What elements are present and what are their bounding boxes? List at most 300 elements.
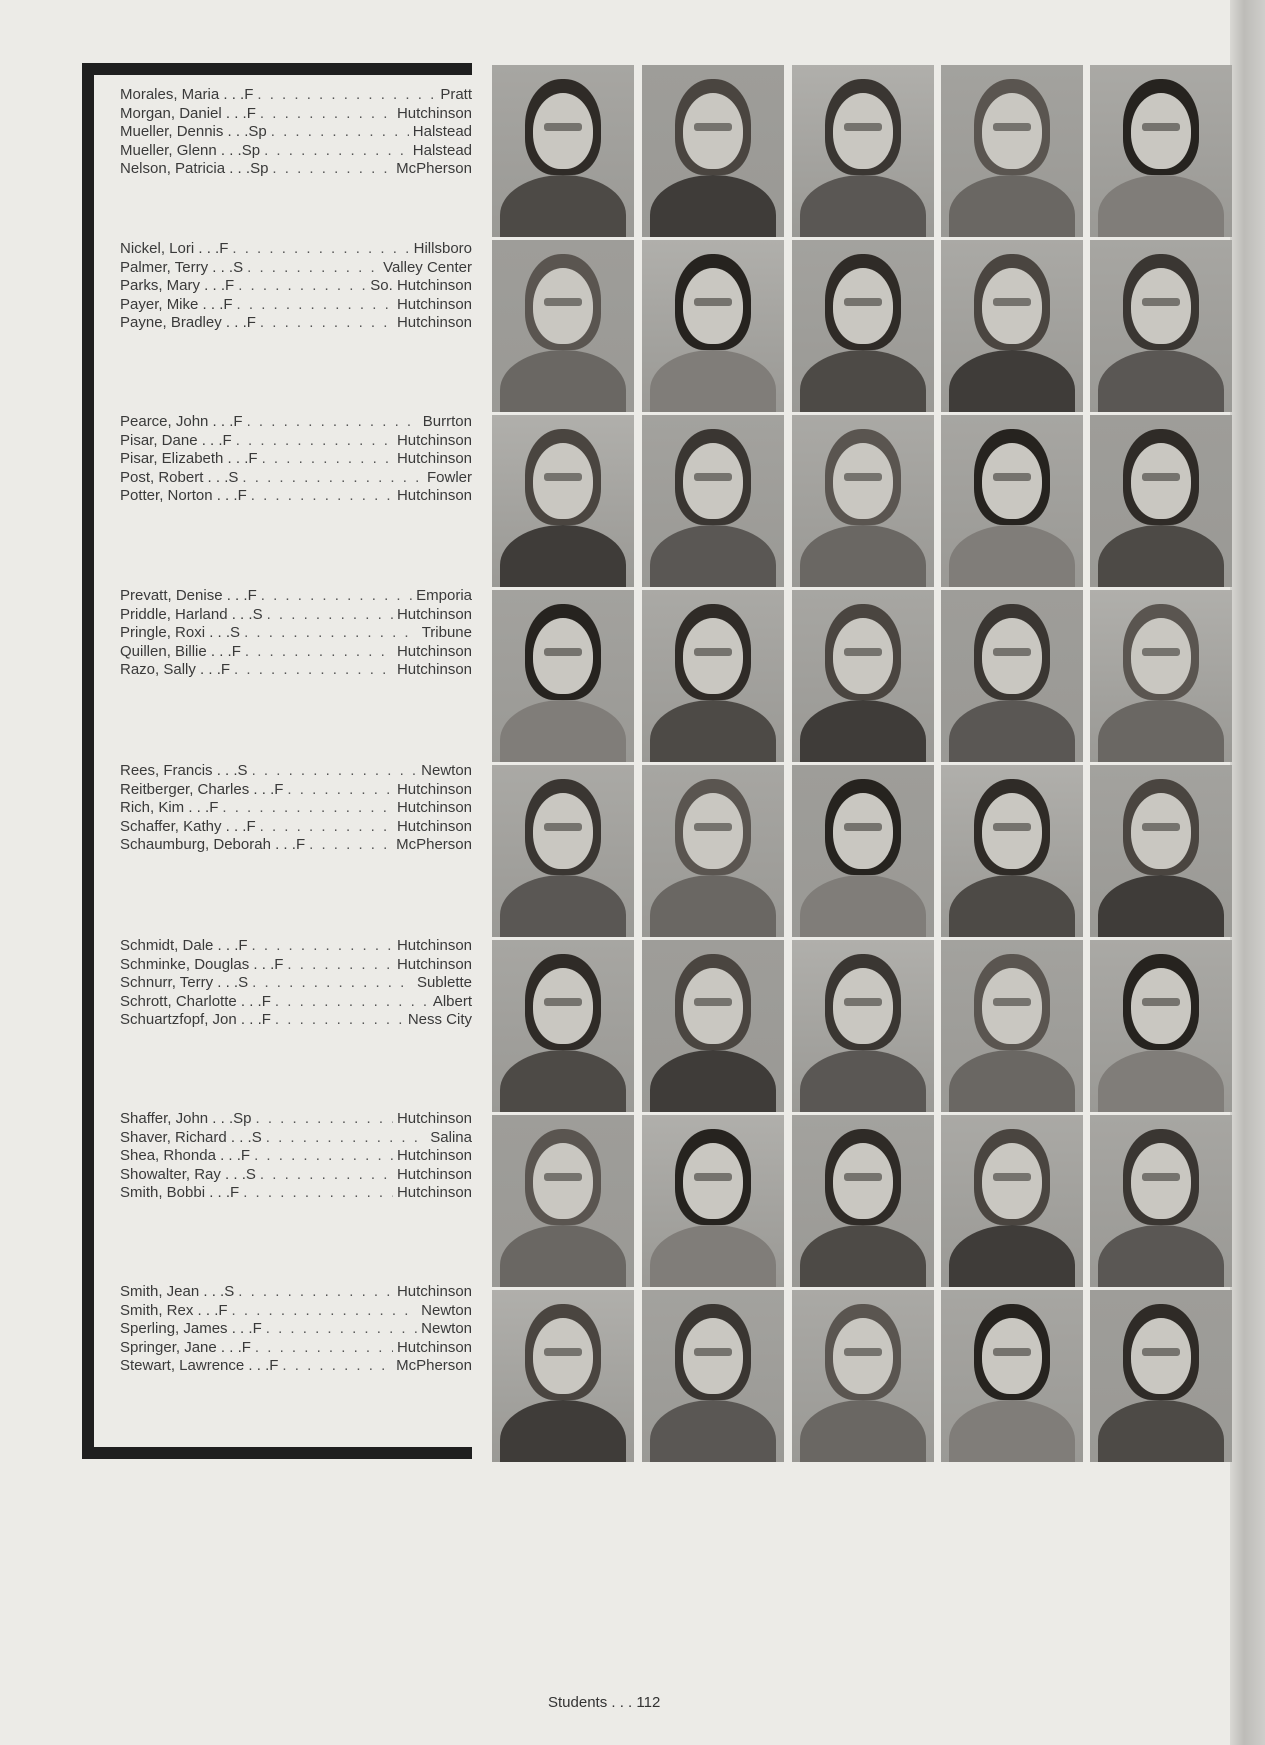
portrait-shoulders	[1098, 1225, 1224, 1287]
portrait-eyes	[844, 1348, 882, 1356]
leader-dots	[272, 160, 392, 179]
roster-group	[120, 240, 472, 333]
portrait-shoulders	[1098, 350, 1224, 412]
portrait-eyes	[844, 123, 882, 131]
student-portrait	[941, 65, 1083, 237]
student-entry	[120, 259, 472, 278]
portrait-face	[833, 1318, 893, 1394]
student-portrait	[941, 590, 1083, 762]
student-name: Smith, Jean . . .	[120, 1283, 225, 1300]
portrait-shoulders	[1098, 525, 1224, 587]
student-hometown: Tribune	[421, 624, 472, 641]
student-hometown: Salina	[430, 1128, 472, 1146]
roster-group	[120, 413, 472, 506]
portrait-eyes	[1142, 298, 1180, 306]
portrait-face	[683, 618, 743, 694]
student-entry	[120, 123, 472, 142]
student-hometown: Fowler	[426, 468, 472, 486]
portrait-eyes	[1142, 1173, 1180, 1181]
portrait-face	[982, 793, 1042, 869]
leader-dots	[243, 1184, 393, 1203]
student-entry	[120, 314, 472, 333]
student-portrait	[492, 240, 634, 412]
student-portrait	[1090, 1115, 1232, 1287]
portrait-eyes	[844, 1173, 882, 1181]
student-hometown: Hutchinson	[396, 431, 472, 449]
student-name: Nelson, Patricia . . .	[120, 160, 251, 177]
portrait-eyes	[844, 648, 882, 656]
student-entry	[120, 956, 472, 975]
student-class: S	[230, 624, 241, 641]
leader-dots	[256, 1110, 393, 1129]
student-name: Potter, Norton . . .	[120, 487, 238, 504]
portrait-shoulders	[800, 525, 926, 587]
student-entry	[120, 142, 472, 161]
leader-dots	[252, 974, 413, 993]
portrait-shoulders	[500, 350, 626, 412]
portrait-shoulders	[949, 350, 1075, 412]
student-hometown: Hutchinson	[396, 937, 472, 954]
portrait-shoulders	[650, 175, 776, 237]
portrait-shoulders	[800, 175, 926, 237]
student-name: Mueller, Dennis . . .	[120, 123, 249, 140]
student-name: Smith, Bobbi . . .	[120, 1184, 231, 1201]
student-name: Pisar, Dane . . .	[120, 431, 223, 449]
portrait-shoulders	[1098, 1050, 1224, 1112]
student-portrait	[1090, 1290, 1232, 1462]
student-hometown: Hutchinson	[396, 314, 472, 331]
student-entry	[120, 432, 472, 451]
leader-dots	[255, 1339, 393, 1358]
student-portrait	[642, 765, 784, 937]
portrait-face	[982, 443, 1042, 519]
portrait-face	[982, 618, 1042, 694]
portrait-shoulders	[500, 175, 626, 237]
student-class: S	[238, 974, 249, 991]
student-class: F	[247, 587, 257, 604]
portrait-eyes	[844, 823, 882, 831]
leader-dots	[266, 1129, 427, 1148]
portrait-face	[683, 268, 743, 344]
student-portrait	[642, 940, 784, 1112]
student-name: Priddle, Harland . . .	[120, 605, 253, 623]
student-entry	[120, 1110, 472, 1129]
student-portrait	[642, 240, 784, 412]
portrait-shoulders	[800, 1225, 926, 1287]
portrait-shoulders	[650, 1400, 776, 1462]
portrait-shoulders	[650, 700, 776, 762]
portrait-eyes	[694, 648, 732, 656]
student-portrait	[792, 65, 934, 237]
portrait-face	[833, 968, 893, 1044]
portrait-face	[982, 93, 1042, 169]
student-class: S	[237, 762, 248, 779]
portrait-face	[833, 793, 893, 869]
leader-dots	[275, 1011, 404, 1030]
student-portrait	[792, 240, 934, 412]
leader-dots	[245, 643, 393, 662]
student-hometown: Hutchinson	[396, 1110, 472, 1127]
student-hometown: Hutchinson	[396, 780, 472, 798]
leader-dots	[287, 781, 393, 800]
student-entry	[120, 1184, 472, 1203]
portrait-face	[833, 268, 893, 344]
portrait-face	[1131, 443, 1191, 519]
student-portrait	[941, 765, 1083, 937]
leader-dots	[247, 259, 379, 278]
portrait-eyes	[694, 998, 732, 1006]
page-edge	[1230, 0, 1265, 1745]
student-name: Schminke, Douglas . . .	[120, 955, 275, 973]
portrait-shoulders	[650, 525, 776, 587]
student-portrait	[642, 415, 784, 587]
student-name: Rees, Francis . . .	[120, 762, 238, 779]
student-portrait	[941, 940, 1083, 1112]
leader-dots	[232, 240, 409, 259]
leader-dots	[234, 661, 393, 680]
student-hometown: Halstead	[412, 123, 472, 140]
portrait-eyes	[1142, 823, 1180, 831]
portrait-face	[533, 1143, 593, 1219]
student-class: F	[261, 992, 271, 1010]
student-entry	[120, 624, 472, 643]
portrait-eyes	[544, 1348, 582, 1356]
leader-dots	[238, 1283, 393, 1302]
student-class: F	[241, 1338, 251, 1356]
leader-dots	[260, 1166, 393, 1185]
student-class: F	[238, 937, 248, 954]
leader-dots	[236, 432, 393, 451]
portrait-eyes	[993, 823, 1031, 831]
portrait-shoulders	[1098, 1400, 1224, 1462]
student-entry	[120, 606, 472, 625]
leader-dots	[232, 1302, 418, 1321]
leader-dots	[271, 123, 409, 142]
portrait-face	[1131, 618, 1191, 694]
student-portrait	[642, 1115, 784, 1287]
portrait-shoulders	[500, 700, 626, 762]
student-entry	[120, 661, 472, 680]
student-portrait	[792, 415, 934, 587]
portrait-shoulders	[949, 1400, 1075, 1462]
portrait-face	[833, 618, 893, 694]
portrait-shoulders	[500, 1050, 626, 1112]
student-class: F	[240, 1147, 251, 1164]
portrait-shoulders	[949, 175, 1075, 237]
leader-dots	[267, 606, 393, 625]
portrait-eyes	[844, 473, 882, 481]
portrait-face	[833, 1143, 893, 1219]
student-hometown: Hutchinson	[396, 1338, 472, 1356]
student-name: Pisar, Elizabeth . . .	[120, 450, 249, 467]
student-entry	[120, 469, 472, 488]
student-entry	[120, 1147, 472, 1166]
leader-dots	[254, 1147, 393, 1166]
student-hometown: McPherson	[396, 1357, 472, 1374]
portrait-shoulders	[1098, 175, 1224, 237]
portrait-eyes	[993, 473, 1031, 481]
student-name: Quillen, Billie . . .	[120, 642, 232, 660]
roster-group	[120, 762, 472, 855]
portrait-face	[833, 93, 893, 169]
leader-dots	[237, 296, 393, 315]
student-class: S	[251, 1128, 262, 1146]
student-hometown: Hutchinson	[396, 1184, 472, 1201]
portrait-eyes	[993, 1173, 1031, 1181]
student-hometown: Hutchinson	[396, 295, 472, 313]
portrait-shoulders	[650, 875, 776, 937]
portrait-eyes	[694, 473, 732, 481]
portrait-eyes	[544, 998, 582, 1006]
student-name: Payne, Bradley . . .	[120, 314, 247, 331]
student-name: Morales, Maria . . .	[120, 86, 245, 103]
student-name: Showalter, Ray . . .	[120, 1165, 246, 1183]
student-class: F	[220, 661, 231, 678]
portrait-eyes	[993, 1348, 1031, 1356]
portrait-face	[683, 1318, 743, 1394]
leader-dots	[275, 993, 429, 1012]
student-class: F	[230, 1184, 240, 1201]
student-portrait	[792, 590, 934, 762]
roster-group	[120, 1110, 472, 1203]
student-entry	[120, 818, 472, 837]
student-portrait	[941, 1290, 1083, 1462]
student-portrait	[492, 1290, 634, 1462]
portrait-eyes	[544, 648, 582, 656]
student-class: F	[209, 799, 219, 816]
student-class: F	[244, 86, 254, 103]
student-portrait	[1090, 590, 1232, 762]
portrait-shoulders	[500, 1400, 626, 1462]
portrait-shoulders	[949, 525, 1075, 587]
student-entry	[120, 1011, 472, 1030]
student-name: Rich, Kim . . .	[120, 799, 210, 816]
student-entry	[120, 1357, 472, 1376]
student-hometown: Hutchinson	[396, 104, 472, 122]
student-portrait	[941, 415, 1083, 587]
leader-dots	[260, 818, 393, 837]
portrait-face	[982, 968, 1042, 1044]
student-class: Sp	[241, 141, 261, 159]
student-class: F	[252, 1320, 262, 1337]
student-name: Reitberger, Charles . . .	[120, 780, 275, 798]
student-class: S	[252, 605, 263, 623]
student-name: Mueller, Glenn . . .	[120, 141, 242, 159]
student-class: F	[295, 836, 306, 853]
student-name: Schuartzfopf, Jon . . .	[120, 1011, 262, 1028]
portrait-eyes	[1142, 473, 1180, 481]
student-name: Smith, Rex . . .	[120, 1301, 219, 1319]
student-entry	[120, 277, 472, 296]
student-hometown: Hutchinson	[396, 661, 472, 678]
student-entry	[120, 1129, 472, 1148]
portrait-face	[982, 268, 1042, 344]
student-class: F	[261, 1011, 271, 1028]
leader-dots	[244, 624, 418, 643]
student-name: Post, Robert . . .	[120, 468, 229, 486]
portrait-eyes	[544, 473, 582, 481]
portrait-shoulders	[800, 1050, 926, 1112]
portrait-face	[1131, 93, 1191, 169]
portrait-face	[1131, 268, 1191, 344]
student-portrait	[492, 415, 634, 587]
leader-dots	[266, 1320, 417, 1339]
student-portrait	[492, 1115, 634, 1287]
student-portrait	[792, 765, 934, 937]
student-class: F	[237, 487, 247, 504]
student-name: Schnurr, Terry . . .	[120, 974, 239, 991]
portrait-shoulders	[500, 525, 626, 587]
portrait-eyes	[544, 298, 582, 306]
student-class: S	[224, 1283, 235, 1300]
student-class: F	[248, 450, 258, 467]
portrait-shoulders	[800, 875, 926, 937]
portrait-shoulders	[949, 875, 1075, 937]
leader-dots	[309, 836, 392, 855]
student-portrait	[492, 765, 634, 937]
portrait-face	[533, 1318, 593, 1394]
student-entry	[120, 413, 472, 432]
roster-group	[120, 1283, 472, 1376]
leader-dots	[247, 413, 419, 432]
student-hometown: McPherson	[396, 160, 472, 177]
student-class: Sp	[250, 160, 269, 177]
student-entry	[120, 799, 472, 818]
portrait-shoulders	[949, 1225, 1075, 1287]
roster-group	[120, 86, 472, 179]
portrait-eyes	[544, 823, 582, 831]
portrait-face	[533, 93, 593, 169]
student-hometown: Pratt	[440, 86, 472, 103]
student-name: Sperling, James . . .	[120, 1320, 253, 1337]
portrait-shoulders	[500, 875, 626, 937]
roster-group	[120, 587, 472, 680]
student-portrait	[941, 1115, 1083, 1287]
student-portrait	[642, 65, 784, 237]
portrait-eyes	[993, 648, 1031, 656]
portrait-eyes	[694, 123, 732, 131]
student-hometown: Burrton	[422, 413, 472, 430]
portrait-eyes	[694, 1348, 732, 1356]
student-name: Payer, Mike . . .	[120, 295, 224, 313]
student-portrait	[492, 590, 634, 762]
student-name: Springer, Jane . . .	[120, 1338, 242, 1356]
student-entry	[120, 487, 472, 506]
student-name: Pringle, Roxi . . .	[120, 624, 231, 641]
portrait-face	[1131, 968, 1191, 1044]
portrait-shoulders	[650, 1225, 776, 1287]
portrait-shoulders	[500, 1225, 626, 1287]
student-entry	[120, 643, 472, 662]
student-class: F	[274, 780, 284, 798]
portrait-face	[533, 618, 593, 694]
student-class: F	[274, 955, 284, 973]
portrait-eyes	[1142, 123, 1180, 131]
student-portrait	[792, 940, 934, 1112]
student-hometown: Newton	[421, 1301, 472, 1319]
portrait-face	[533, 268, 593, 344]
leader-dots	[260, 314, 393, 333]
student-portrait	[1090, 765, 1232, 937]
student-entry	[120, 762, 472, 781]
student-portrait	[642, 1290, 784, 1462]
student-name: Palmer, Terry . . .	[120, 258, 234, 276]
student-class: S	[245, 1165, 256, 1183]
page-footer: Students . . . 112	[548, 1694, 661, 1711]
portrait-eyes	[1142, 1348, 1180, 1356]
portrait-eyes	[694, 298, 732, 306]
student-portrait	[1090, 65, 1232, 237]
student-class: F	[246, 314, 256, 331]
student-entry	[120, 974, 472, 993]
portrait-grid	[492, 65, 1228, 1465]
student-entry	[120, 450, 472, 469]
student-name: Shaver, Richard . . .	[120, 1128, 252, 1146]
portrait-face	[833, 443, 893, 519]
student-hometown: Sublette	[416, 974, 472, 991]
leader-dots	[242, 469, 423, 488]
student-name: Schmidt, Dale . . .	[120, 937, 239, 954]
leader-dots	[264, 142, 409, 161]
portrait-face	[533, 443, 593, 519]
student-entry	[120, 1166, 472, 1185]
student-portrait	[1090, 240, 1232, 412]
student-name: Schrott, Charlotte . . .	[120, 992, 262, 1010]
student-class: Sp	[248, 123, 267, 140]
leader-dots	[261, 587, 412, 606]
student-hometown: Hillsboro	[413, 240, 472, 257]
portrait-shoulders	[800, 1400, 926, 1462]
portrait-face	[683, 968, 743, 1044]
leader-dots	[287, 956, 393, 975]
student-name: Parks, Mary . . .	[120, 277, 226, 294]
student-hometown: Hutchinson	[396, 817, 472, 835]
student-portrait	[1090, 415, 1232, 587]
student-class: F	[233, 413, 243, 430]
leader-dots	[262, 450, 393, 469]
portrait-face	[683, 443, 743, 519]
student-hometown: Emporia	[416, 587, 472, 604]
portrait-eyes	[844, 998, 882, 1006]
student-entry	[120, 1320, 472, 1339]
portrait-face	[533, 793, 593, 869]
portrait-face	[1131, 1318, 1191, 1394]
student-hometown: McPherson	[396, 836, 472, 853]
student-entry	[120, 240, 472, 259]
portrait-shoulders	[650, 1050, 776, 1112]
student-portrait	[492, 940, 634, 1112]
portrait-eyes	[993, 998, 1031, 1006]
student-class: F	[246, 817, 256, 835]
student-name: Prevatt, Denise . . .	[120, 587, 248, 604]
student-entry	[120, 160, 472, 179]
student-class: F	[219, 240, 229, 257]
portrait-shoulders	[949, 700, 1075, 762]
student-class: S	[228, 468, 239, 486]
student-class: F	[218, 1301, 228, 1319]
student-hometown: Hutchinson	[396, 642, 472, 660]
student-name: Morgan, Daniel . . .	[120, 104, 247, 122]
student-entry	[120, 105, 472, 124]
portrait-eyes	[544, 123, 582, 131]
student-hometown: Hutchinson	[396, 1283, 472, 1300]
leader-dots	[252, 937, 393, 956]
leader-dots	[257, 86, 436, 105]
student-portrait	[941, 240, 1083, 412]
student-class: Sp	[233, 1110, 252, 1127]
leader-dots	[222, 799, 393, 818]
student-hometown: Hutchinson	[396, 487, 472, 504]
